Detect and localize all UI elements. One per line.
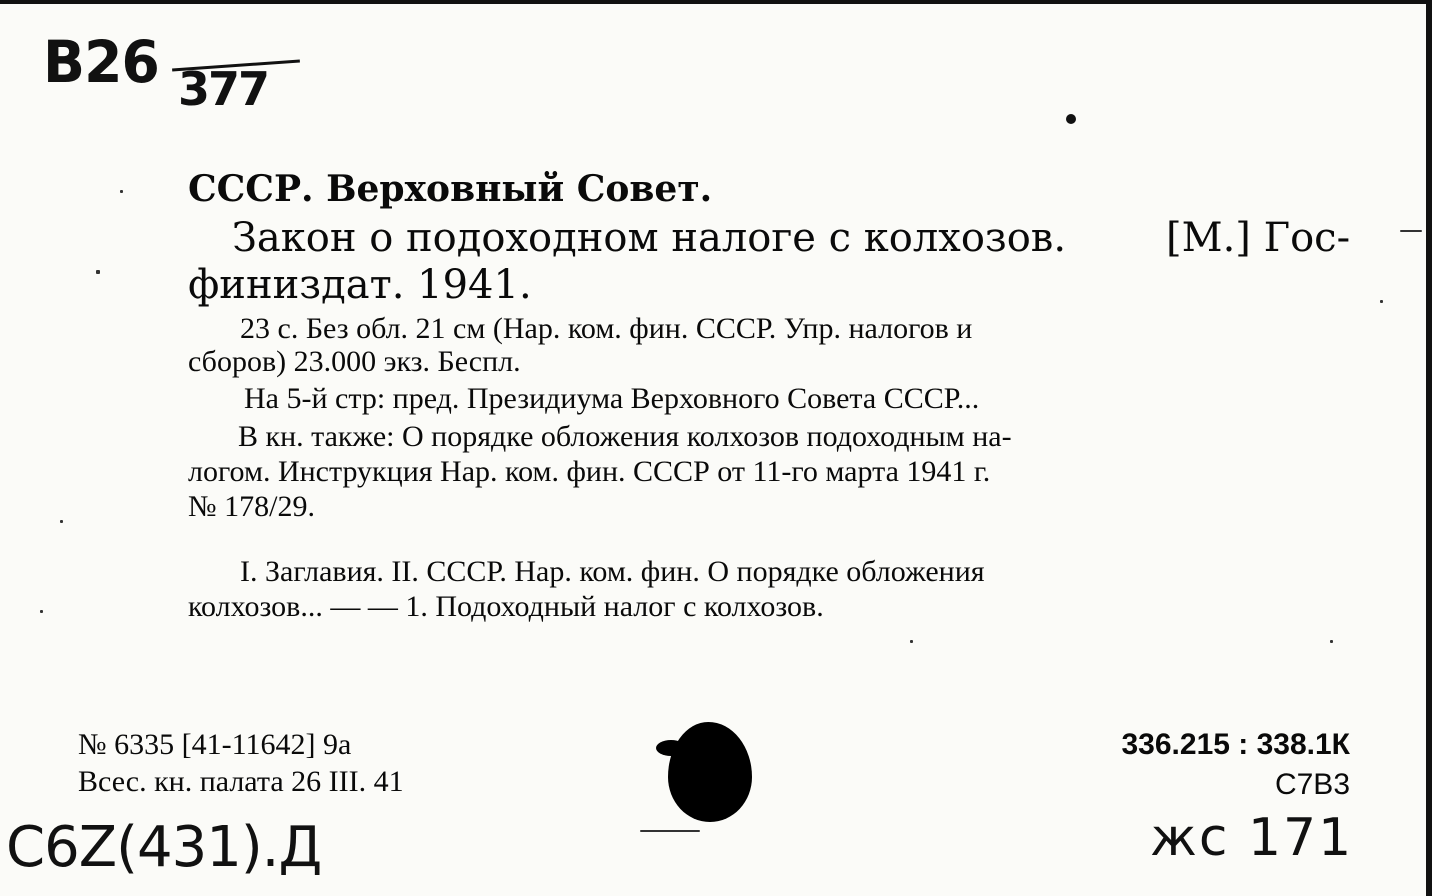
chamber-date: Всес. кн. палата 26 III. 41	[78, 765, 404, 798]
punch-hole	[668, 722, 752, 822]
tracing-line: I. Заглавия. II. СССР. Нар. ком. фин. О порядке обложения	[240, 555, 985, 588]
handwritten-class-mark: C6Z(431).Д	[6, 815, 322, 880]
title-line: Закон о подоходном налоге с колхозов.	[232, 215, 1067, 261]
imprint-publisher-year: финиздат. 1941.	[188, 262, 532, 308]
note-line: логом. Инструкция Нар. ком. фин. СССР от 11-го марта 1941 г.	[188, 455, 991, 488]
scan-speck	[40, 610, 43, 613]
ink-dot	[1066, 114, 1076, 124]
collation-line: 23 с. Без обл. 21 см (Нар. ком. фин. СССР. Упр. налогов и	[240, 312, 973, 345]
handwritten-inventory-mark: жс 171	[1150, 808, 1354, 868]
corporate-author-heading: СССР. Верховный Совет.	[188, 168, 713, 210]
scan-speck	[1400, 230, 1422, 232]
note-line: На 5-й стр: пред. Президиума Верховного Совета СССР...	[244, 382, 980, 415]
scan-speck	[640, 830, 700, 832]
tracing-line: колхозов... — — 1. Подоходный налог с колхозов.	[188, 590, 824, 623]
scan-speck	[910, 640, 913, 643]
handwritten-shelf-number: 377	[178, 62, 269, 116]
imprint-place: [М.] Гос-	[1166, 215, 1351, 261]
handwritten-shelf-mark: B26	[43, 28, 159, 96]
classification-number: 336.215 : 338.1К	[1121, 728, 1350, 761]
scan-speck	[60, 520, 63, 523]
author-mark: С7В3	[1274, 768, 1350, 801]
card-edge-right	[1426, 0, 1432, 896]
scan-speck	[120, 190, 123, 193]
collation-line: сборов) 23.000 экз. Беспл.	[188, 345, 521, 378]
scan-speck	[1380, 300, 1383, 303]
note-line: № 178/29.	[188, 490, 315, 523]
card-edge-top	[0, 0, 1432, 4]
scan-speck	[1330, 640, 1333, 643]
scan-speck	[96, 270, 100, 274]
note-line: В кн. также: О порядке обложения колхозов подоходным на-	[238, 420, 1012, 453]
card-number: № 6335 [41-11642] 9а	[78, 728, 352, 761]
